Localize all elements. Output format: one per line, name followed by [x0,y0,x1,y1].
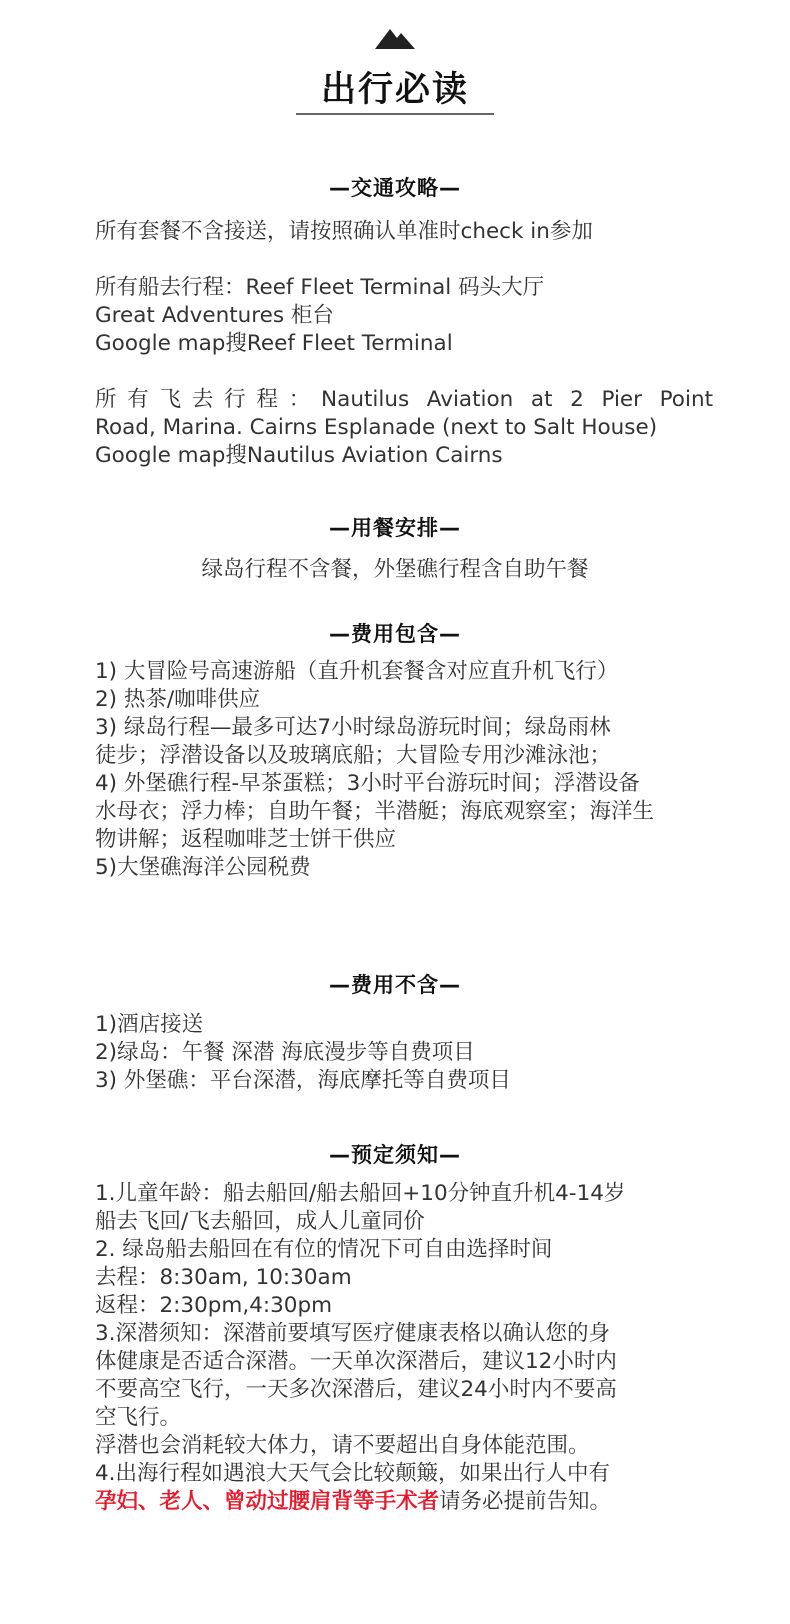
mountain-icon [375,26,415,50]
section-heading-included: —费用包含— [329,622,461,646]
list-item: 徒步；浮潜设备以及玻璃底船；大冒险专用沙滩泳池； [95,743,612,768]
transport-section [95,218,713,470]
note-line: 4.出海行程如遇浪大天气会比较颠簸，如果出行人中有 [95,1461,611,1486]
boat-line: Google map搜Reef Fleet Terminal [95,331,453,356]
fly-line: Road, Marina. Cairns Esplanade (next to Salt House) [95,415,658,440]
list-item: 2)绿岛：午餐 深潜 海底漫步等自费项目 [95,1040,475,1065]
list-item: 物讲解；返程咖啡芝士饼干供应 [95,827,397,852]
note-line: 体健康是否适合深潜。一天单次深潜后，建议12小时内 [95,1349,617,1374]
transport-note: 所有套餐不含接送，请按照确认单准时check in参加 [95,219,593,244]
list-item: 3) 绿岛行程—最多可达7小时绿岛游玩时间；绿岛雨林 [95,715,611,740]
page-title: 出行必读 [320,70,469,110]
note-line: 返程：2:30pm,4:30pm [95,1293,333,1318]
note-line-final [95,1488,713,1516]
list-item: 1) 大冒险号高速游船（直升机套餐含对应直升机飞行） [95,659,619,684]
section-heading-booking: —预定须知— [329,1143,461,1167]
boat-line: 所有船去行程：Reef Fleet Terminal 码头大厅 [95,275,545,300]
booking-notes [95,1180,713,1516]
note-line: 不要高空飞行，一天多次深潜后，建议24小时内不要高 [95,1377,617,1402]
warning-rest: 请务必提前告知。 [439,1489,612,1514]
list-item: 水母衣；浮力棒；自助午餐；半潜艇；海底观察室；海洋生 [95,799,655,824]
included-list [95,658,713,882]
note-line: 3.深潜须知：深潜前要填写医疗健康表格以确认您的身 [95,1321,611,1346]
warning-highlight: 孕妇、老人、曾动过腰肩背等手术者 [95,1489,440,1514]
section-heading-excluded: —费用不含— [329,973,461,997]
list-item: 3) 外堡礁：平台深潜，海底摩托等自费项目 [95,1068,511,1093]
meals-text: 绿岛行程不含餐，外堡礁行程含自助午餐 [201,557,589,582]
section-heading-meals: —用餐安排— [329,516,461,540]
list-item: 1)酒店接送 [95,1012,204,1037]
list-item: 2) 热茶/咖啡供应 [95,687,261,712]
section-heading-transport: —交通攻略— [329,176,461,200]
note-line: 2. 绿岛船去船回在有位的情况下可自由选择时间 [95,1237,553,1262]
note-line: 浮潜也会消耗较大体力，请不要超出自身体能范围。 [95,1433,590,1458]
note-line: 1.儿童年龄：船去船回/船去船回+10分钟直升机4-14岁 [95,1181,626,1206]
note-line: 空飞行。 [95,1405,182,1430]
list-item: 5)大堡礁海洋公园税费 [95,855,311,880]
title-underline [296,113,494,115]
list-item: 4) 外堡礁行程-早茶蛋糕；3小时平台游玩时间；浮潜设备 [95,771,640,796]
fly-line: Google map搜Nautilus Aviation Cairns [95,443,503,468]
fly-line: 所有飞去行程：Nautilus Aviation at 2 Pier Point [95,387,713,412]
note-line: 船去飞回/飞去船回，成人儿童同价 [95,1209,425,1234]
note-line: 去程：8:30am, 10:30am [95,1265,352,1290]
excluded-list [95,1011,713,1095]
boat-line: Great Adventures 柜台 [95,303,334,328]
